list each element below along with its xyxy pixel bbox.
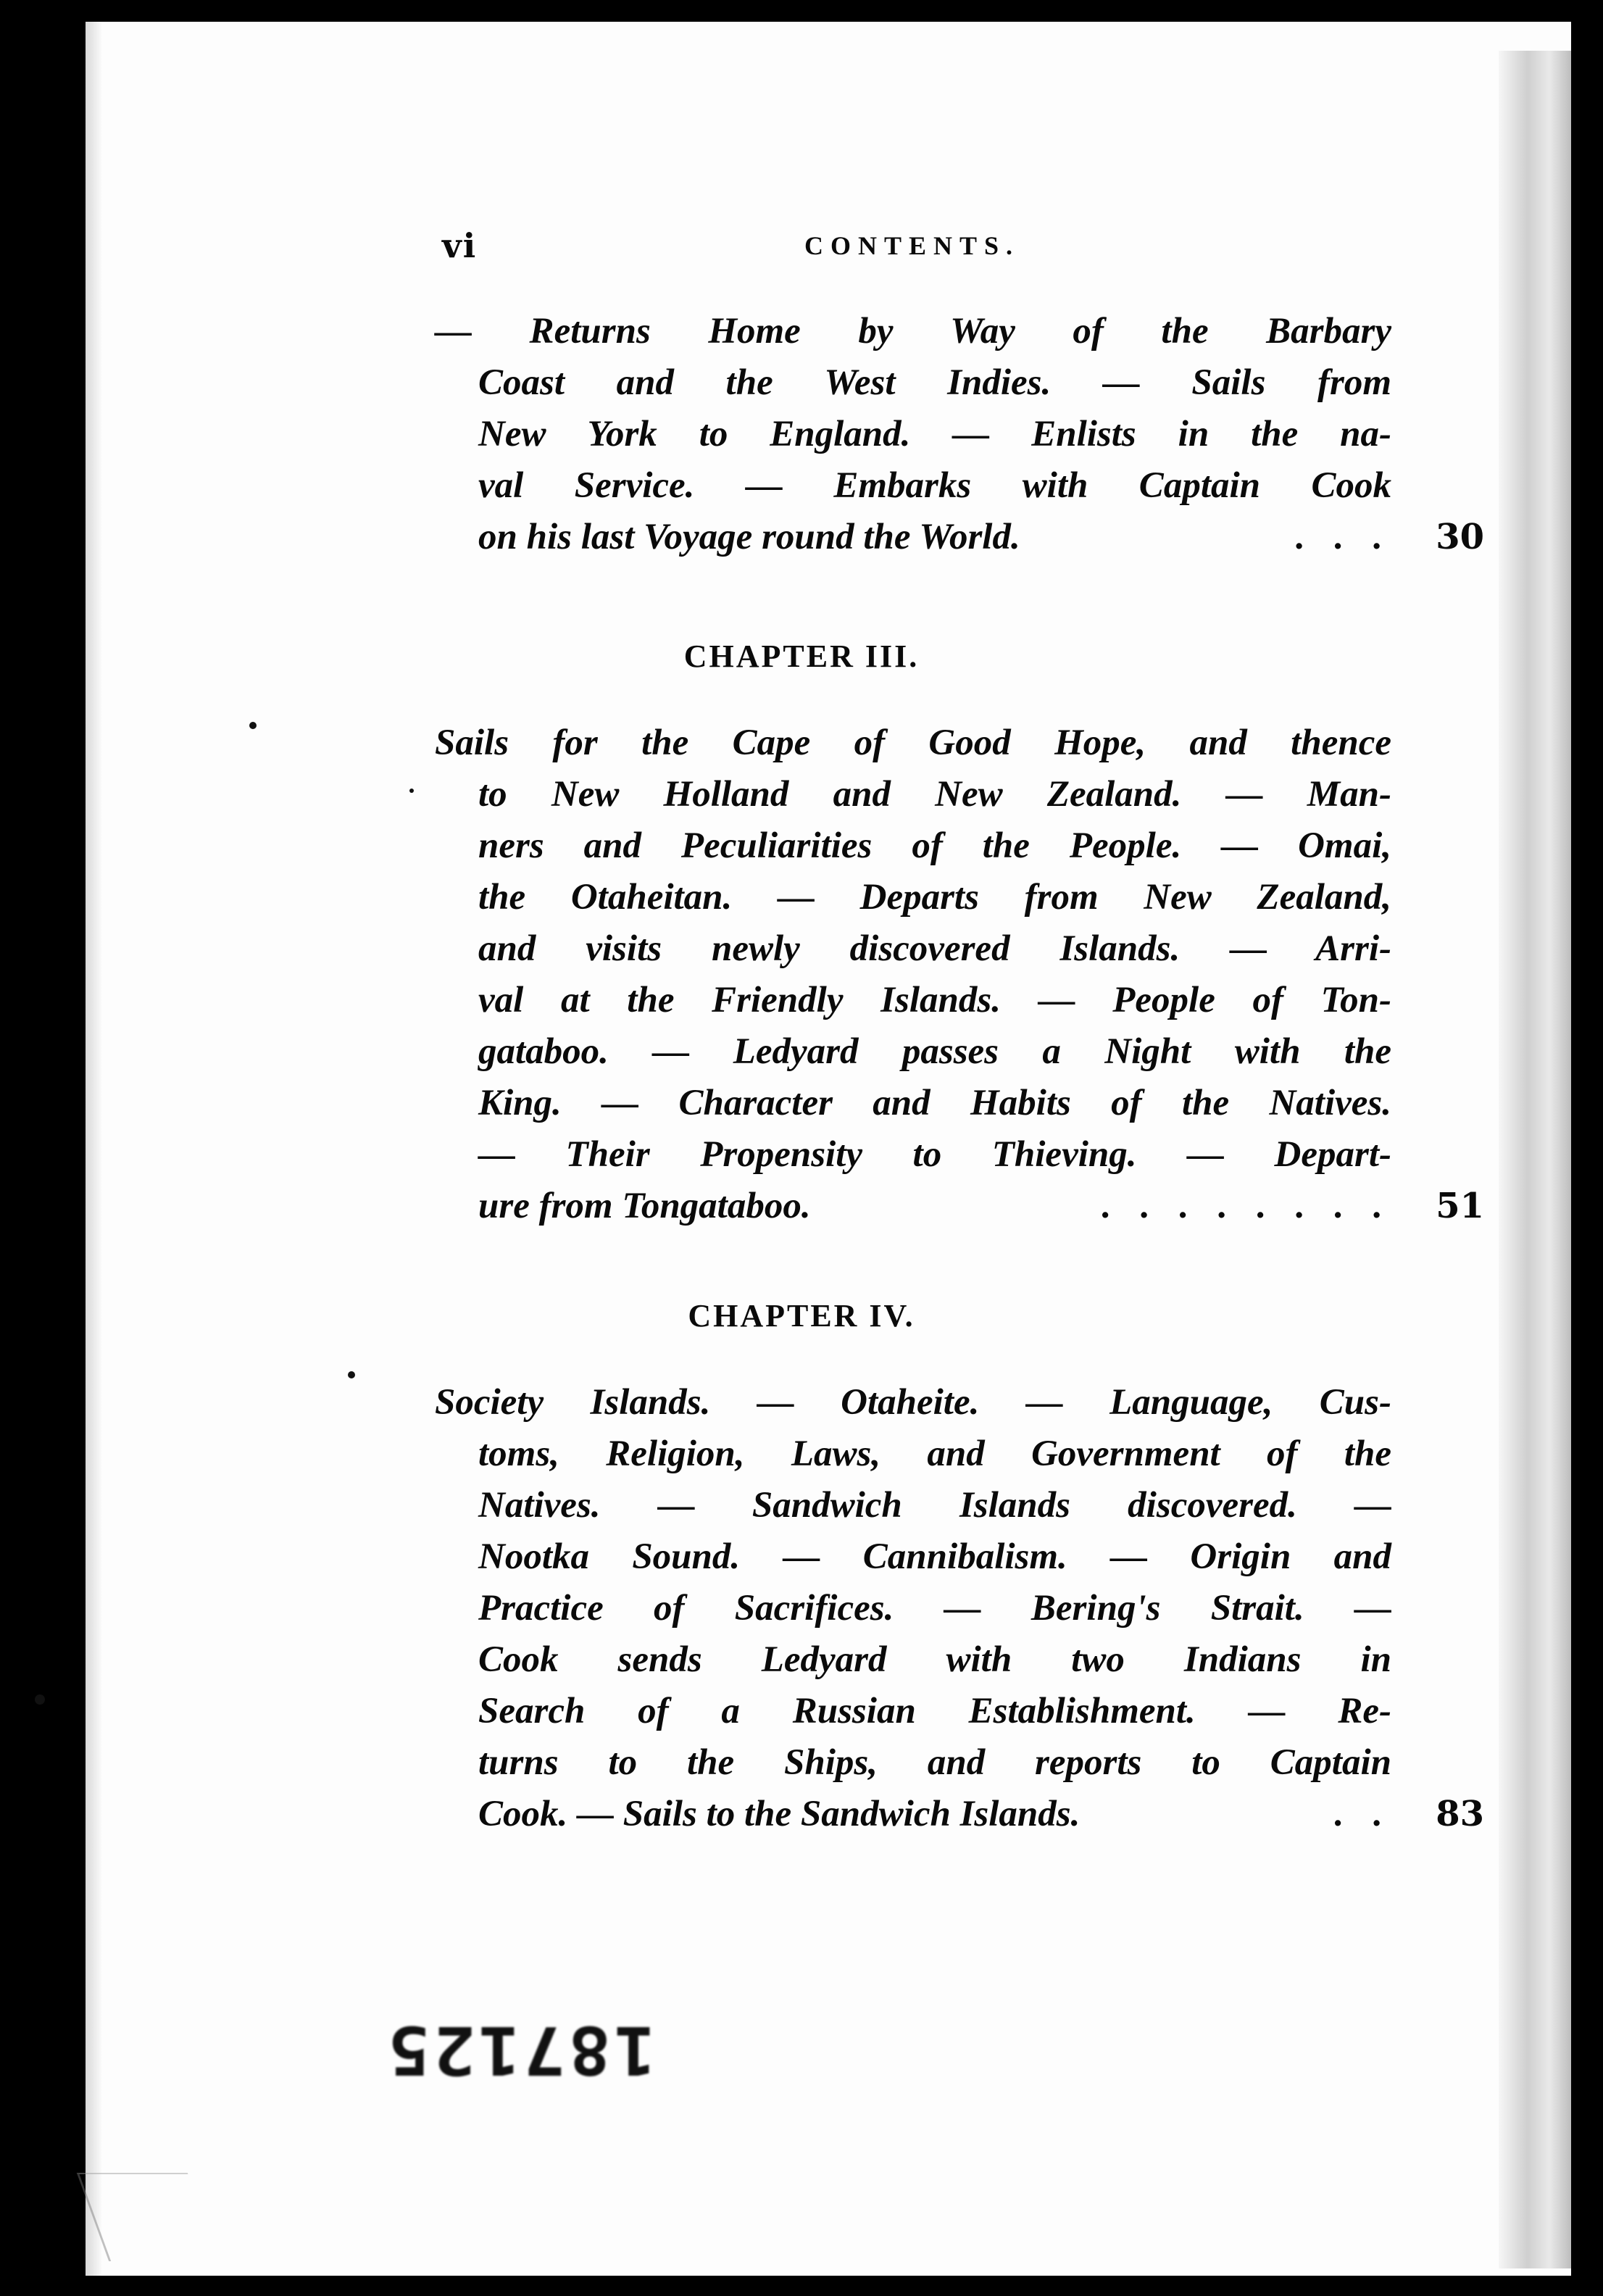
entry-line: to New Holland and New Zealand. — Man- — [478, 774, 1391, 815]
ink-speck — [249, 722, 257, 729]
page-number: 30 — [1436, 517, 1484, 557]
entry-line: Society Islands. — Otaheite. — Language, Cus- — [435, 1382, 1391, 1423]
entry-line: toms, Religion, Laws, and Government of the — [478, 1434, 1391, 1474]
page-folio: vi — [442, 226, 478, 265]
entry-line: on his last Voyage round the World. — [478, 517, 1020, 557]
entry-line: Cook. — Sails to the Sandwich Islands. — [478, 1794, 1081, 1834]
chapter-heading-iv: CHAPTER IV. — [688, 1298, 915, 1334]
entry-line: and visits newly discovered Islands. — Arri- — [478, 928, 1391, 969]
entry-line: — Returns Home by Way of the Barbary — [435, 311, 1391, 352]
entry-last-line — [478, 1181, 1391, 1232]
entry-line: Practice of Sacrifices. — Bering's Strait. — — [478, 1588, 1391, 1629]
ink-speck — [409, 789, 414, 793]
entry-line: Cook sends Ledyard with two Indians in — [478, 1639, 1391, 1680]
entry-line: Coast and the West Indies. — Sails from — [478, 362, 1391, 403]
entry-line: the Otaheitan. — Departs from New Zealand, — [478, 877, 1391, 918]
entry-line: Nootka Sound. — Cannibalism. — Origin and — [478, 1536, 1391, 1577]
page-number: 51 — [1436, 1186, 1484, 1226]
dot-leader: . . . . . . . . — [1100, 1186, 1391, 1226]
entry-line: val Service. — Embarks with Captain Cook — [478, 465, 1391, 506]
entry-line: New York to England. — Enlists in the na- — [478, 414, 1391, 454]
chapter-heading-iii: CHAPTER III. — [683, 639, 920, 674]
page-number: 83 — [1436, 1794, 1484, 1834]
entry-line: — Their Propensity to Thieving. — Depart- — [478, 1134, 1391, 1175]
running-title: CONTENTS. — [804, 231, 1020, 260]
entry-line: King. — Character and Habits of the Natives. — [478, 1083, 1391, 1123]
entry-line: val at the Friendly Islands. — People of Ton- — [478, 980, 1391, 1020]
entry-line: turns to the Ships, and reports to Captain — [478, 1742, 1391, 1783]
library-stamp: 187125 — [385, 2011, 657, 2089]
entry-line: Sails for the Cape of Good Hope, and thence — [435, 723, 1391, 763]
contents-entry-chapter-iii — [435, 718, 1484, 1232]
ink-speck — [348, 1371, 355, 1378]
entry-line: ure from Tongataboo. — [478, 1186, 811, 1226]
contents-entry-chapter-ii — [435, 306, 1484, 563]
entry-line: Natives. — Sandwich Islands discovered. — — [478, 1485, 1391, 1526]
entry-last-line — [478, 512, 1391, 563]
dot-leader: . . . — [1294, 517, 1391, 557]
contents-entry-chapter-iv — [435, 1377, 1484, 1840]
entry-line: ners and Peculiarities of the People. — Omai, — [478, 825, 1391, 866]
ink-speck — [35, 1694, 45, 1705]
page-gutter-shadow — [1499, 51, 1571, 2268]
entry-line: Search of a Russian Establishment. — Re- — [478, 1691, 1391, 1731]
entry-last-line — [478, 1789, 1391, 1840]
entry-line: gataboo. — Ledyard passes a Night with the — [478, 1031, 1391, 1072]
dot-leader: . . — [1333, 1794, 1391, 1834]
page-header — [355, 225, 1406, 268]
page-left-edge — [86, 22, 101, 2276]
